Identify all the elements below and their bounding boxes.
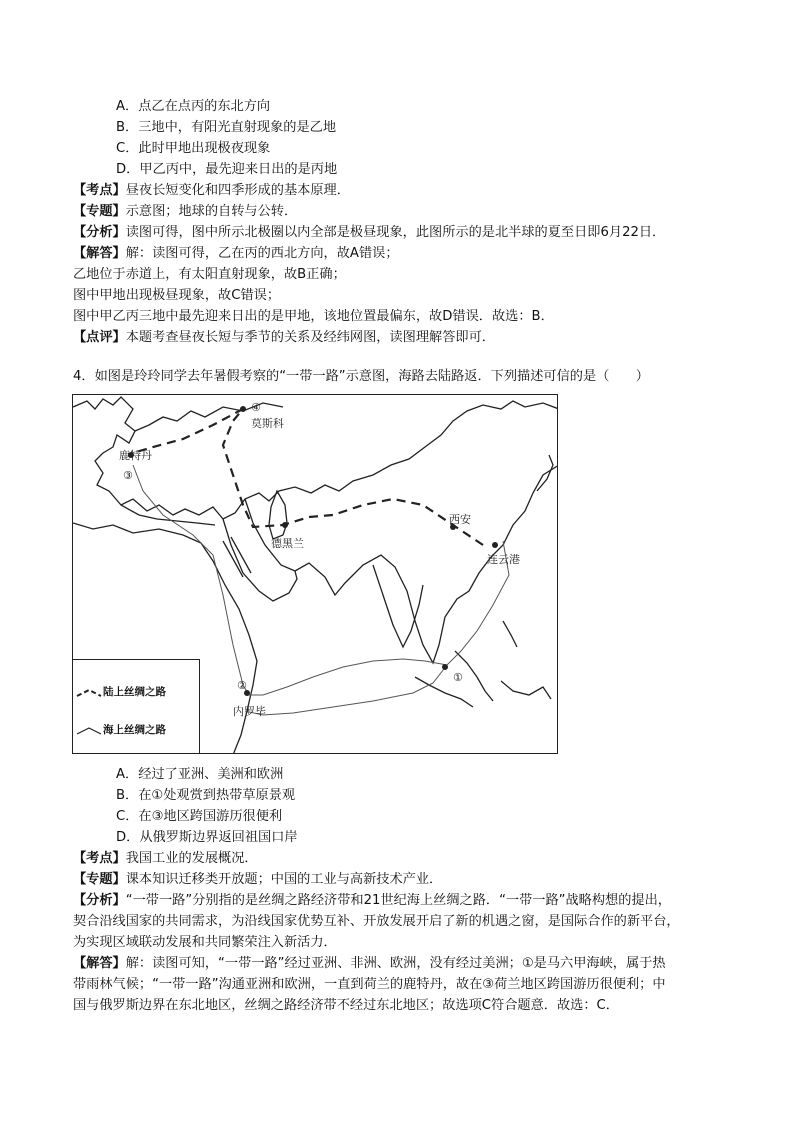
q4-option-c: C．在③地区跨国游历很便利 [116, 809, 283, 824]
q4-stem: 4．如图是玲玲同学去年暑假考察的“一带一路”示意图，海路去陆路返．下列描述可信的是（ ） [73, 369, 649, 384]
q4-kaodian-tag: 【考点】 [73, 851, 126, 866]
q3-option-d: D．甲乙丙中，最先迎来日出的是丙地 [116, 162, 338, 177]
q3-kaodian-tag: 【考点】 [73, 183, 126, 198]
q3-fenxi-tag: 【分析】 [73, 225, 126, 240]
map-num-2: ② [237, 679, 247, 692]
q4-option-b: B．在①处观赏到热带草原景观 [116, 788, 296, 803]
map-label-moscow: 莫斯科 [251, 417, 284, 430]
q3-dianping [73, 328, 495, 348]
q4-fenxi-line-1: “一带一路”分别指的是丝绸之路经济带和21世纪海上丝绸之路．“一带一路”战略构想的提出， [125, 893, 671, 908]
q3-jieda-line-3: 图中甲地出现极昼现象，故C错误； [73, 288, 281, 303]
q4-jieda-line-1: 解：读图可知，“一带一路”经过亚洲、非洲、欧洲，没有经过美洲；①是马六甲海峡，属于热 [125, 956, 666, 971]
q4-option-d: D．从俄罗斯边界返回祖国口岸 [116, 830, 298, 845]
q3-fenxi [73, 223, 665, 243]
q3-kaodian [73, 181, 350, 201]
legend-symbols [75, 660, 105, 754]
legend-land-road: 陆上丝绸之路 [103, 686, 166, 698]
map-label-tehran: 德黑兰 [271, 537, 304, 550]
map-legend [73, 659, 200, 754]
q3-jieda-line-4: 图中甲乙丙三地中最先迎来日出的是甲地，该地位置最偏东，故D错误．故选：B． [73, 309, 554, 324]
q3-jieda-line-1: 解：读图可得，乙在丙的西北方向，故A错误； [125, 246, 399, 261]
q4-fenxi-line-3: 为实现区域联动发展和共同繁荣注入新活力． [73, 935, 337, 950]
q3-option-a: A．点乙在点丙的东北方向 [116, 99, 271, 114]
q3-kaodian-text: 昼夜长短变化和四季形成的基本原理． [125, 183, 350, 198]
q4-kaodian-text: 我国工业的发展概况． [125, 851, 258, 866]
q4-jieda-tag: 【解答】 [73, 956, 126, 971]
q4-jieda [73, 954, 666, 974]
map-num-4: ④ [251, 401, 261, 414]
q3-zhuanti-tag: 【专题】 [73, 204, 126, 219]
q4-kaodian [73, 849, 258, 869]
q3-dianping-tag: 【点评】 [73, 330, 126, 345]
map-num-1: ① [453, 671, 463, 684]
legend-sea-road: 海上丝绸之路 [103, 724, 166, 736]
q4-zhuanti-tag: 【专题】 [73, 872, 126, 887]
q4-fenxi-tag: 【分析】 [73, 893, 126, 908]
q3-jieda [73, 244, 399, 264]
map-label-xian: 西安 [449, 513, 471, 526]
q4-jieda-line-3: 国与俄罗斯边界在东北地区，丝绸之路经济带不经过东北地区；故选项C符合题意．故选：C． [73, 998, 619, 1013]
q3-jieda-tag: 【解答】 [73, 246, 126, 261]
q3-fenxi-text: 读图可得，图中所示北极圈以内全部是极昼现象，此图所示的是北半球的夏至日即6月22日． [125, 225, 666, 240]
q4-zhuanti [73, 870, 442, 890]
q4-jieda-line-2: 带雨林气候；“一带一路”沟通亚洲和欧洲，一直到荷兰的鹿特丹，故在③荷兰地区跨国游历很便利；中 [73, 977, 666, 992]
q4-fenxi [73, 891, 671, 911]
map-num-3: ③ [123, 469, 133, 482]
q4-option-a: A．经过了亚洲、美洲和欧洲 [116, 767, 284, 782]
belt-road-map [72, 394, 558, 754]
map-label-nairobi: 内罗毕 [233, 705, 266, 718]
q3-option-c: C．此时甲地出现极夜现象 [116, 141, 271, 156]
q3-dianping-text: 本题考查昼夜长短与季节的关系及经纬网图，读图理解答即可． [125, 330, 495, 345]
q4-fenxi-line-2: 契合沿线国家的共同需求，为沿线国家优势互补、开放发展开启了新的机遇之窗，是国际合作的新平台， [73, 914, 680, 929]
map-label-rotterdam: 鹿特丹 [119, 449, 152, 462]
q3-zhuanti-text: 示意图；地球的自转与公转． [125, 204, 298, 219]
q3-jieda-line-2: 乙地位于赤道上，有太阳直射现象，故B正确； [73, 267, 346, 282]
q4-zhuanti-text: 课本知识迁移类开放题；中国的工业与高新技术产业． [125, 872, 443, 887]
q3-option-b: B．三地中，有阳光直射现象的是乙地 [116, 120, 337, 135]
map-label-lianyungang: 连云港 [487, 553, 520, 566]
q3-zhuanti [73, 202, 297, 222]
